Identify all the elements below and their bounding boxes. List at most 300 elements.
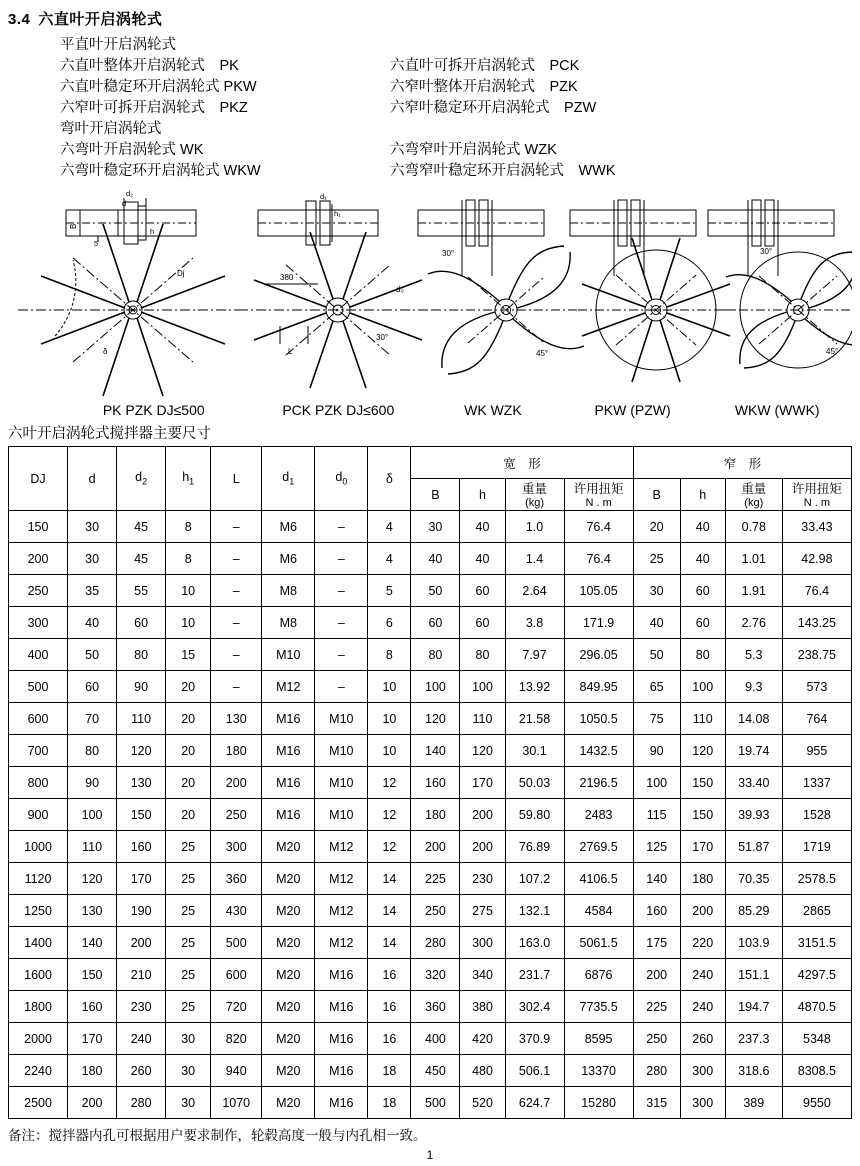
table-cell: 110 [680,703,725,735]
table-cell: 20 [166,671,211,703]
table-cell: 231.7 [505,959,564,991]
table-note: 备注：搅拌器内孔可根据用户要求制作，轮毂高度一般与内孔相一致。 [8,1128,427,1143]
type-name: 六窄叶稳定环开启涡轮式 PZW [390,100,597,116]
table-cell: 500 [211,927,262,959]
table-cell: 33.43 [782,511,851,543]
table-cell: 25 [166,959,211,991]
table-cell: 10 [368,671,411,703]
svg-text:h: h [150,227,155,236]
table-cell: 150 [117,799,166,831]
type-name: 六弯叶稳定环开启涡轮式 WKW [60,163,261,179]
table-cell: 42.98 [782,543,851,575]
table-cell: 820 [211,1023,262,1055]
table-cell: 110 [460,703,505,735]
table-cell: – [315,607,368,639]
table-cell: 400 [411,1023,460,1055]
table-cell: 16 [368,1023,411,1055]
table-cell: 25 [166,991,211,1023]
figure-caption: WKW (WWK) [734,402,820,418]
col-header-wide-b: B [411,479,460,511]
svg-text:45°: 45° [536,349,549,358]
table-cell: 1.01 [725,543,782,575]
svg-text:d₀: d₀ [396,285,404,294]
table-cell: 400 [9,639,68,671]
table-cell: 4106.5 [564,863,633,895]
table-cell: 200 [9,543,68,575]
svg-text:d: d [122,199,127,208]
table-row [9,895,852,927]
table-cell: 120 [680,735,725,767]
table-cell: 100 [680,671,725,703]
table-row [9,927,852,959]
table-cell: 1432.5 [564,735,633,767]
table-cell: M16 [315,1023,368,1055]
table-cell: 30 [166,1055,211,1087]
impeller-drawings-svg [8,188,852,404]
table-cell: 3151.5 [782,927,851,959]
type-name: 六窄叶可拆开启涡轮式 PKZ [60,100,248,116]
table-cell: 13.92 [505,671,564,703]
table-cell: 14 [368,863,411,895]
table-row [9,767,852,799]
table-cell: 163.0 [505,927,564,959]
table-caption: 六叶开启涡轮式搅拌器主要尺寸 [8,426,211,442]
table-cell: – [211,671,262,703]
table-cell: 2500 [9,1087,68,1119]
col-header-narrow-weight: 重量 (kg) [725,479,782,511]
table-cell: M20 [262,831,315,863]
table-cell: 75 [633,703,680,735]
table-cell: M12 [315,863,368,895]
table-cell: M8 [262,607,315,639]
table-cell: 30 [411,511,460,543]
table-cell: – [211,511,262,543]
table-cell: M20 [262,1055,315,1087]
table-cell: 500 [9,671,68,703]
type-name: 六弯叶开启涡轮式 WK [60,142,204,158]
table-cell: 80 [68,735,117,767]
table-cell: 132.1 [505,895,564,927]
technical-drawings [8,188,852,406]
table-cell: M16 [315,1055,368,1087]
table-cell: 360 [411,991,460,1023]
figure-caption: PK PZK DJ≤500 [102,402,205,418]
table-cell: 50 [411,575,460,607]
table-cell: 10 [368,703,411,735]
table-cell: 40 [680,511,725,543]
table-cell: 480 [460,1055,505,1087]
col-header-d0: $d_0$ [315,447,368,511]
table-cell: 60 [460,575,505,607]
table-cell: 33.40 [725,767,782,799]
table-cell: 20 [166,735,211,767]
table-cell: 8308.5 [782,1055,851,1087]
table-cell: 240 [680,991,725,1023]
table-cell: 130 [211,703,262,735]
table-cell: 764 [782,703,851,735]
section-heading [8,8,852,29]
table-cell: 200 [460,799,505,831]
table-cell: 2578.5 [782,863,851,895]
table-cell: 30 [166,1023,211,1055]
table-cell: 10 [166,575,211,607]
table-cell: 4 [368,543,411,575]
table-cell: 7735.5 [564,991,633,1023]
table-cell: 573 [782,671,851,703]
table-cell: 300 [680,1087,725,1119]
table-cell: 39.93 [725,799,782,831]
table-cell: 125 [633,831,680,863]
table-cell: M8 [262,575,315,607]
table-cell: 0.78 [725,511,782,543]
table-cell: 1800 [9,991,68,1023]
table-row [9,959,852,991]
table-cell: 450 [411,1055,460,1087]
table-cell: 220 [680,927,725,959]
type-list [60,35,852,182]
svg-text:h₁: h₁ [334,209,341,218]
table-cell: 280 [117,1087,166,1119]
table-cell: 8595 [564,1023,633,1055]
table-cell: 2.64 [505,575,564,607]
table-cell: 8 [166,543,211,575]
table-cell: 200 [633,959,680,991]
table-cell: 10 [368,735,411,767]
table-cell: 90 [117,671,166,703]
table-cell: 25 [166,863,211,895]
group-header-narrow: 窄 形 [633,447,851,479]
table-cell: 849.95 [564,671,633,703]
table-cell: 160 [68,991,117,1023]
table-cell: 12 [368,831,411,863]
table-cell: 300 [211,831,262,863]
table-cell: 180 [411,799,460,831]
table-cell: 70 [68,703,117,735]
table-cell: M20 [262,991,315,1023]
table-cell: 30.1 [505,735,564,767]
table-cell: 2483 [564,799,633,831]
table-row [9,863,852,895]
table-cell: 150 [9,511,68,543]
table-cell: 2196.5 [564,767,633,799]
type-row [60,140,852,161]
table-cell: 60 [117,607,166,639]
col-header-narrow-torque: 许用扭矩 N . m [782,479,851,511]
table-cell: 300 [9,607,68,639]
table-cell: M6 [262,543,315,575]
table-cell: 8 [166,511,211,543]
section-number: 3.4 [8,11,31,28]
type-row [60,98,852,119]
type-name: 六直叶稳定环开启涡轮式 PKW [60,79,257,95]
table-cell: 250 [633,1023,680,1055]
table-cell: 103.9 [725,927,782,959]
table-cell: 55 [117,575,166,607]
table-cell: 130 [68,895,117,927]
table-cell: 520 [460,1087,505,1119]
table-cell: 389 [725,1087,782,1119]
table-header-row [9,447,852,479]
table-cell: 9550 [782,1087,851,1119]
type-name: 六弯窄叶稳定环开启涡轮式 WWK [390,163,616,179]
table-cell: 1250 [9,895,68,927]
table-row [9,1055,852,1087]
table-cell: 80 [680,639,725,671]
table-cell: 14.08 [725,703,782,735]
table-cell: 360 [211,863,262,895]
table-cell: 30 [633,575,680,607]
table-cell: M12 [262,671,315,703]
table-cell: 25 [166,831,211,863]
table-cell: 120 [117,735,166,767]
table-cell: 1.91 [725,575,782,607]
table-cell: 50.03 [505,767,564,799]
table-cell: 320 [411,959,460,991]
table-cell: 1.4 [505,543,564,575]
figure-caption: PKW (PZW) [594,402,671,418]
table-cell: 260 [117,1055,166,1087]
table-cell: 280 [633,1055,680,1087]
table-cell: 506.1 [505,1055,564,1087]
table-cell: 3.8 [505,607,564,639]
table-cell: 13370 [564,1055,633,1087]
table-cell: 143.25 [782,607,851,639]
type-row [60,56,852,77]
table-cell: 624.7 [505,1087,564,1119]
dimensions-table [8,446,852,1119]
table-cell: 40 [411,543,460,575]
table-cell: 250 [411,895,460,927]
table-cell: 302.4 [505,991,564,1023]
table-cell: 60 [68,671,117,703]
table-cell: 2000 [9,1023,68,1055]
table-cell: 225 [411,863,460,895]
table-cell: 20 [166,799,211,831]
table-cell: M16 [262,767,315,799]
table-cell: 20 [166,767,211,799]
table-cell: 25 [166,927,211,959]
table-cell: M6 [262,511,315,543]
table-cell: M16 [262,799,315,831]
table-cell: 200 [680,895,725,927]
table-cell: 140 [633,863,680,895]
table-cell: 420 [460,1023,505,1055]
table-cell: 18 [368,1055,411,1087]
col-header-h1: $h_1$ [166,447,211,511]
table-cell: M10 [315,735,368,767]
table-cell: 151.1 [725,959,782,991]
table-cell: 200 [460,831,505,863]
table-cell: 9.3 [725,671,782,703]
table-cell: 180 [680,863,725,895]
table-cell: 4584 [564,895,633,927]
table-cell: 15280 [564,1087,633,1119]
table-cell: M10 [262,639,315,671]
table-cell: 2.76 [725,607,782,639]
table-cell: M20 [262,1023,315,1055]
table-cell: 2769.5 [564,831,633,863]
table-cell: – [211,639,262,671]
table-cell: 50 [68,639,117,671]
table-cell: 76.4 [564,511,633,543]
table-cell: 90 [633,735,680,767]
table-cell: 115 [633,799,680,831]
table-cell: 250 [211,799,262,831]
table-cell: 20 [166,703,211,735]
table-head [9,447,852,511]
table-cell: 120 [68,863,117,895]
table-cell: 80 [460,639,505,671]
table-cell: 160 [633,895,680,927]
svg-text:B: B [69,223,78,229]
table-cell: – [315,671,368,703]
table-cell: 30 [68,543,117,575]
table-row [9,639,852,671]
type-name: 六直叶整体开启涡轮式 PK [60,58,239,74]
table-cell: 12 [368,799,411,831]
svg-text:δ: δ [103,347,108,356]
table-cell: – [211,607,262,639]
table-cell: 230 [460,863,505,895]
table-cell: 720 [211,991,262,1023]
table-cell: M12 [315,927,368,959]
table-row [9,1087,852,1119]
table-cell: 25 [166,895,211,927]
table-cell: 76.89 [505,831,564,863]
table-cell: – [315,575,368,607]
table-cell: – [315,543,368,575]
table-cell: 14 [368,927,411,959]
table-row [9,607,852,639]
table-cell: 171.9 [564,607,633,639]
table-cell: M10 [315,799,368,831]
table-cell: 45 [117,511,166,543]
table-cell: 170 [460,767,505,799]
table-cell: 18 [368,1087,411,1119]
table-cell: 80 [411,639,460,671]
table-cell: 110 [68,831,117,863]
table-cell: 300 [680,1055,725,1087]
table-cell: 900 [9,799,68,831]
table-cell: M16 [262,735,315,767]
col-header-wide-weight: 重量 (kg) [505,479,564,511]
table-cell: – [211,543,262,575]
table-cell: 180 [68,1055,117,1087]
table-cell: 260 [680,1023,725,1055]
table-cell: 296.05 [564,639,633,671]
table-cell: 1528 [782,799,851,831]
table-cell: 12 [368,767,411,799]
type-name: 六直叶可拆开启涡轮式 PCK [390,58,580,74]
table-cell: 90 [68,767,117,799]
table-cell: M12 [315,831,368,863]
table-cell: 65 [633,671,680,703]
table-cell: 1070 [211,1087,262,1119]
table-cell: 6876 [564,959,633,991]
table-cell: 318.6 [725,1055,782,1087]
group-header-wide: 宽 形 [411,447,633,479]
svg-text:30°: 30° [442,249,455,258]
table-cell: 225 [633,991,680,1023]
table-cell: M12 [315,895,368,927]
table-cell: 150 [680,767,725,799]
table-cell: 4 [368,511,411,543]
table-cell: 275 [460,895,505,927]
table-cell: M20 [262,1087,315,1119]
table-cell: 160 [117,831,166,863]
col-header-narrow-b: B [633,479,680,511]
type-name: 六窄叶整体开启涡轮式 PZK [390,79,578,95]
table-cell: 240 [117,1023,166,1055]
table-cell: 7.97 [505,639,564,671]
table-cell: 380 [460,991,505,1023]
table-cell: 35 [68,575,117,607]
table-cell: 140 [68,927,117,959]
table-cell: M16 [262,703,315,735]
table-cell: 70.35 [725,863,782,895]
table-cell: 200 [117,927,166,959]
table-cell: 340 [460,959,505,991]
table-cell: 600 [211,959,262,991]
table-cell: 6 [368,607,411,639]
svg-text:d₂: d₂ [126,189,134,198]
col-header-l: L [211,447,262,511]
table-cell: 600 [9,703,68,735]
table-cell: 300 [460,927,505,959]
table-cell: 21.58 [505,703,564,735]
table-cell: 500 [411,1087,460,1119]
table-cell: 80 [117,639,166,671]
table-cell: 180 [211,735,262,767]
table-row [9,543,852,575]
table-cell: 5 [368,575,411,607]
table-cell: 237.3 [725,1023,782,1055]
table-cell: 1050.5 [564,703,633,735]
table-cell: 100 [460,671,505,703]
table-cell: 1337 [782,767,851,799]
table-cell: 250 [9,575,68,607]
table-cell: 25 [633,543,680,575]
figure-caption: PCK PZK DJ≤600 [282,402,395,418]
table-cell: 315 [633,1087,680,1119]
table-cell: 170 [680,831,725,863]
svg-text:Dj: Dj [177,269,185,278]
table-cell: 40 [460,511,505,543]
table-cell: 200 [211,767,262,799]
table-cell: 150 [680,799,725,831]
svg-text:d₁: d₁ [320,192,327,201]
table-cell: 60 [680,575,725,607]
table-cell: 240 [680,959,725,991]
table-cell: 60 [411,607,460,639]
table-cell: 16 [368,959,411,991]
table-cell: 1600 [9,959,68,991]
table-cell: 140 [411,735,460,767]
table-cell: 200 [411,831,460,863]
table-cell: 4870.5 [782,991,851,1023]
table-cell: 175 [633,927,680,959]
table-row [9,1023,852,1055]
table-cell: 60 [680,607,725,639]
table-cell: 130 [117,767,166,799]
table-cell: M16 [315,991,368,1023]
figure-caption: WK WZK [464,402,522,418]
table-row [9,703,852,735]
table-row [9,511,852,543]
table-cell: M10 [315,767,368,799]
table-cell: 1.0 [505,511,564,543]
table-cell: 8 [368,639,411,671]
